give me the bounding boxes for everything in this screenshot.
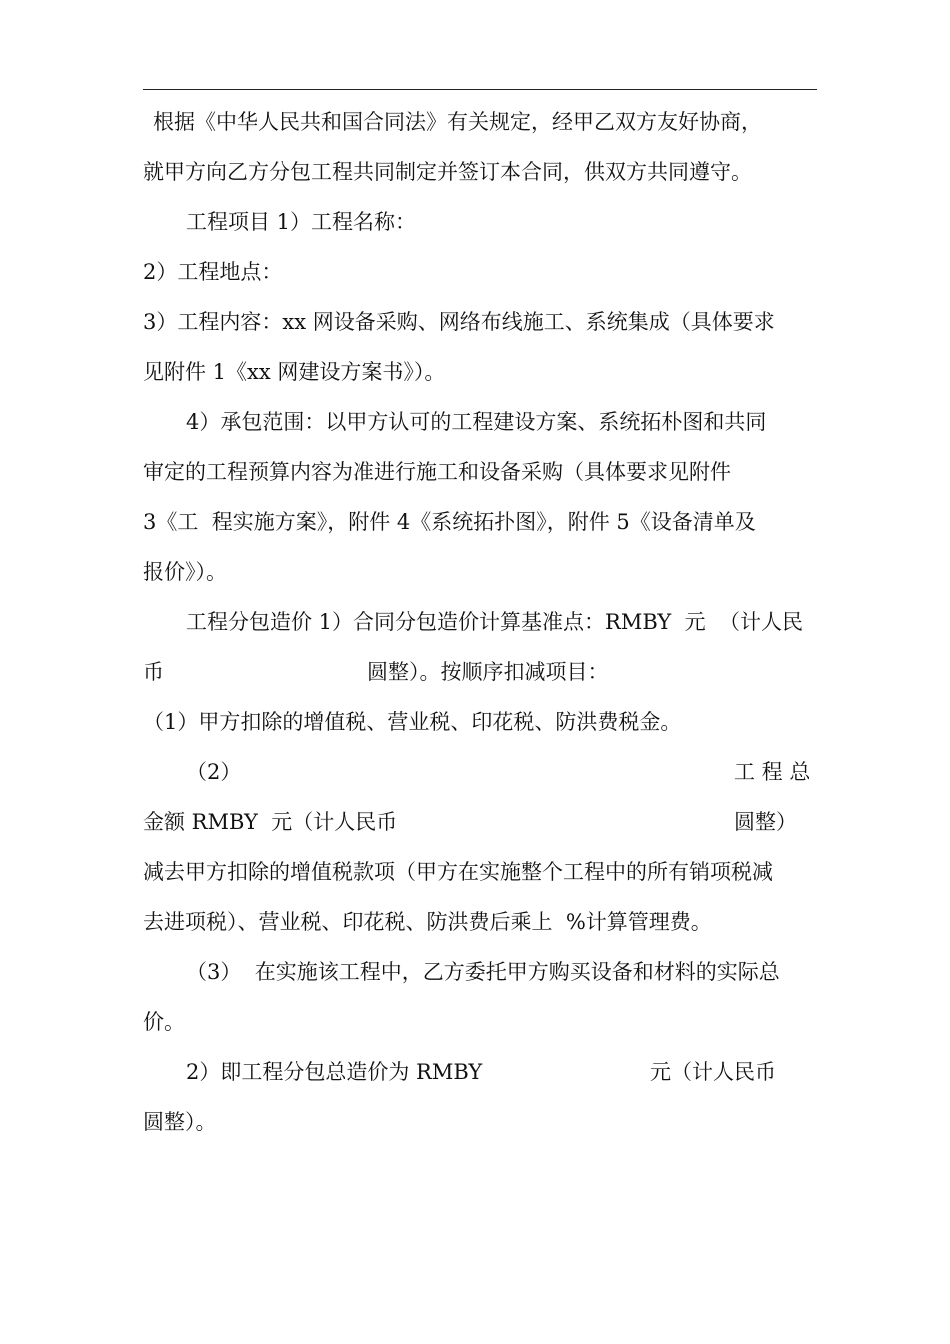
paragraph-intro-line-1: 根据《中华人民共和国合同法》有关规定，经甲乙双方友好协商， <box>153 110 762 134</box>
project-location-line: 2）工程地点： <box>143 260 283 284</box>
project-content-line-2: 见附件 1《xx 网建设方案书》）。 <box>143 360 446 384</box>
deduction-item-3-line-1: （3） 在实施该工程中，乙方委托甲方购买设备和材料的实际总 <box>186 960 780 984</box>
deduction-item-2-right: 工 程 总 <box>734 760 811 784</box>
deduction-item-2-line-3: 减去甲方扣除的增值税款项（甲方在实施整个工程中的所有销项税减 <box>143 860 773 884</box>
deduction-item-2-amount: 金额 RMBY 元（计人民币 <box>143 810 398 834</box>
scope-line-3: 3《工 程实施方案》，附件 4《系统拓扑图》，附件 5《设备清单及 <box>143 510 756 534</box>
header-rule <box>143 89 817 90</box>
total-price-line-1a: 2）即工程分包总造价为 RMBY <box>186 1060 483 1084</box>
deduction-item-3-line-2: 价。 <box>143 1010 185 1034</box>
price-basis-line-2a: 币 <box>143 660 164 684</box>
deduction-item-1: （1）甲方扣除的增值税、营业税、印花税、防洪费税金。 <box>143 710 682 734</box>
scope-line-2: 审定的工程预算内容为准进行施工和设备采购（具体要求见附件 <box>143 460 731 484</box>
scope-line-4: 报价》）。 <box>143 560 227 584</box>
paragraph-intro-line-2: 就甲方向乙方分包工程共同制定并签订本合同，供双方共同遵守。 <box>143 160 752 184</box>
scope-line-1: 4）承包范围：以甲方认可的工程建设方案、系统拓朴图和共同 <box>186 410 767 434</box>
deduction-item-2-label: （2） <box>186 760 242 784</box>
deduction-item-2-amount-end: 圆整） <box>734 810 797 834</box>
project-name-line: 工程项目 1）工程名称： <box>186 210 417 234</box>
price-basis-line-1: 工程分包造价 1）合同分包造价计算基准点：RMBY 元 （计人民 <box>186 610 803 634</box>
project-content-line-1: 3）工程内容：xx 网设备采购、网络布线施工、系统集成（具体要求 <box>143 310 775 334</box>
total-price-line-1b: 元（计人民币 <box>650 1060 776 1084</box>
deduction-item-2-line-4: 去进项税）、营业税、印花税、防洪费后乘上 %计算管理费。 <box>143 910 712 934</box>
total-price-line-2: 圆整）。 <box>143 1110 217 1134</box>
price-basis-line-2b: 圆整）。按顺序扣减项目： <box>367 660 609 684</box>
